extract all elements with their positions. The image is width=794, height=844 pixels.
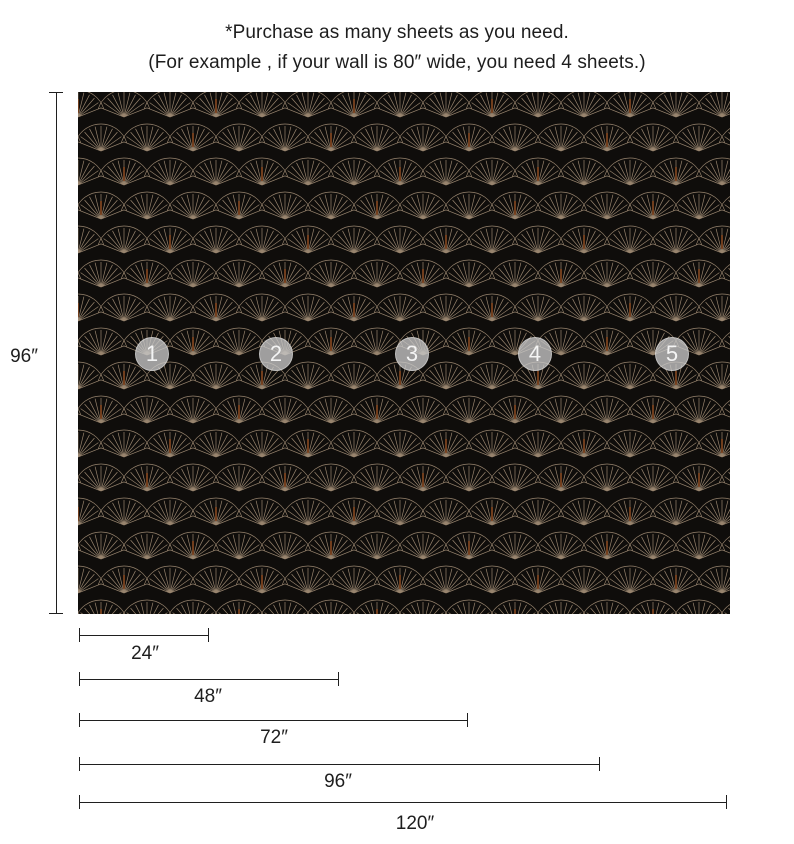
width-label-24: 24″: [131, 643, 159, 664]
sheet-badge-1: 1: [135, 337, 169, 371]
sheet-badge-3: 3: [395, 337, 429, 371]
height-dimension-top-tick: [49, 92, 63, 93]
height-dimension-bottom-tick: [49, 613, 63, 614]
example-note: (For example , if your wall is 80″ wide, you need 4 sheets.): [148, 52, 646, 73]
width-label-120: 120″: [395, 813, 435, 834]
sheet-badge-2: 2: [259, 337, 293, 371]
height-dimension-label: 96″: [10, 346, 38, 367]
width-label-96: 96″: [324, 771, 352, 792]
wallpaper-mural: [78, 92, 730, 614]
sheet-badge-5: 5: [655, 337, 689, 371]
width-label-48: 48″: [194, 686, 222, 707]
width-label-72: 72″: [260, 727, 288, 748]
purchase-note: *Purchase as many sheets as you need.: [225, 22, 569, 43]
sheet-badge-4: 4: [518, 337, 552, 371]
height-dimension-line: [56, 92, 57, 614]
